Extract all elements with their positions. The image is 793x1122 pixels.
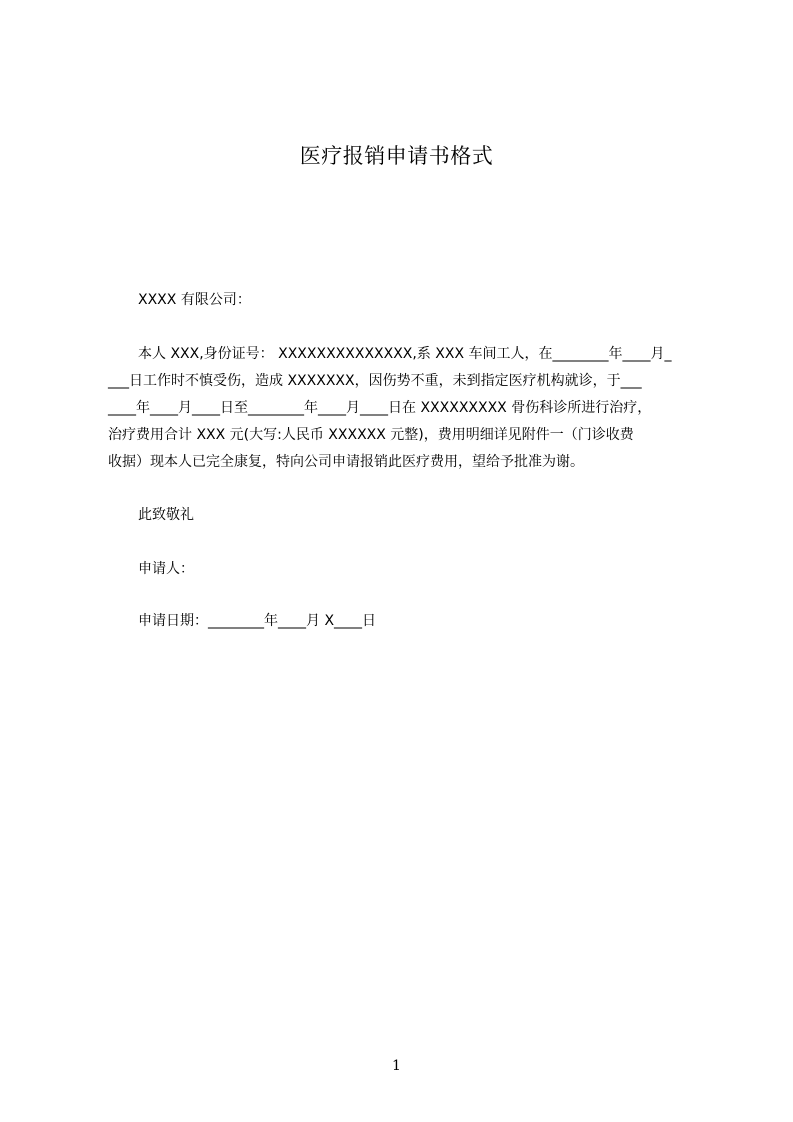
body-line-4: 治疗费用合计 XXX 元(大写:人民币 XXXXXX 元整)，费用明细详见附件一（门诊收费 bbox=[108, 427, 634, 443]
body-line-2: ___日工作时不慎受伤，造成 XXXXXXX，因伤势不重，未到指定医疗机构就诊，于___ bbox=[108, 373, 642, 389]
body-line-3: ____年____月____日至________年____月____日在 XXXXXXXXX 骨伤科诊所进行治疗， bbox=[108, 400, 652, 416]
page-number: 1 bbox=[392, 1058, 401, 1074]
body-line-5: 收据）现本人已完全康复，特向公司申请报销此医疗费用，望给予批准为谢。 bbox=[108, 454, 584, 470]
closing-text: 此致敬礼 bbox=[138, 507, 194, 523]
document-title: 医疗报销申请书格式 bbox=[299, 144, 494, 168]
applicant-label: 申请人： bbox=[138, 561, 194, 577]
salutation: XXXX 有限公司： bbox=[138, 292, 251, 308]
body-line-1: 本人 XXX,身份证号： XXXXXXXXXXXXXX,系 XXX 车间工人，在________年____月_ bbox=[138, 346, 672, 362]
application-date-line: 申请日期：________年____月 X____日 bbox=[138, 613, 377, 629]
